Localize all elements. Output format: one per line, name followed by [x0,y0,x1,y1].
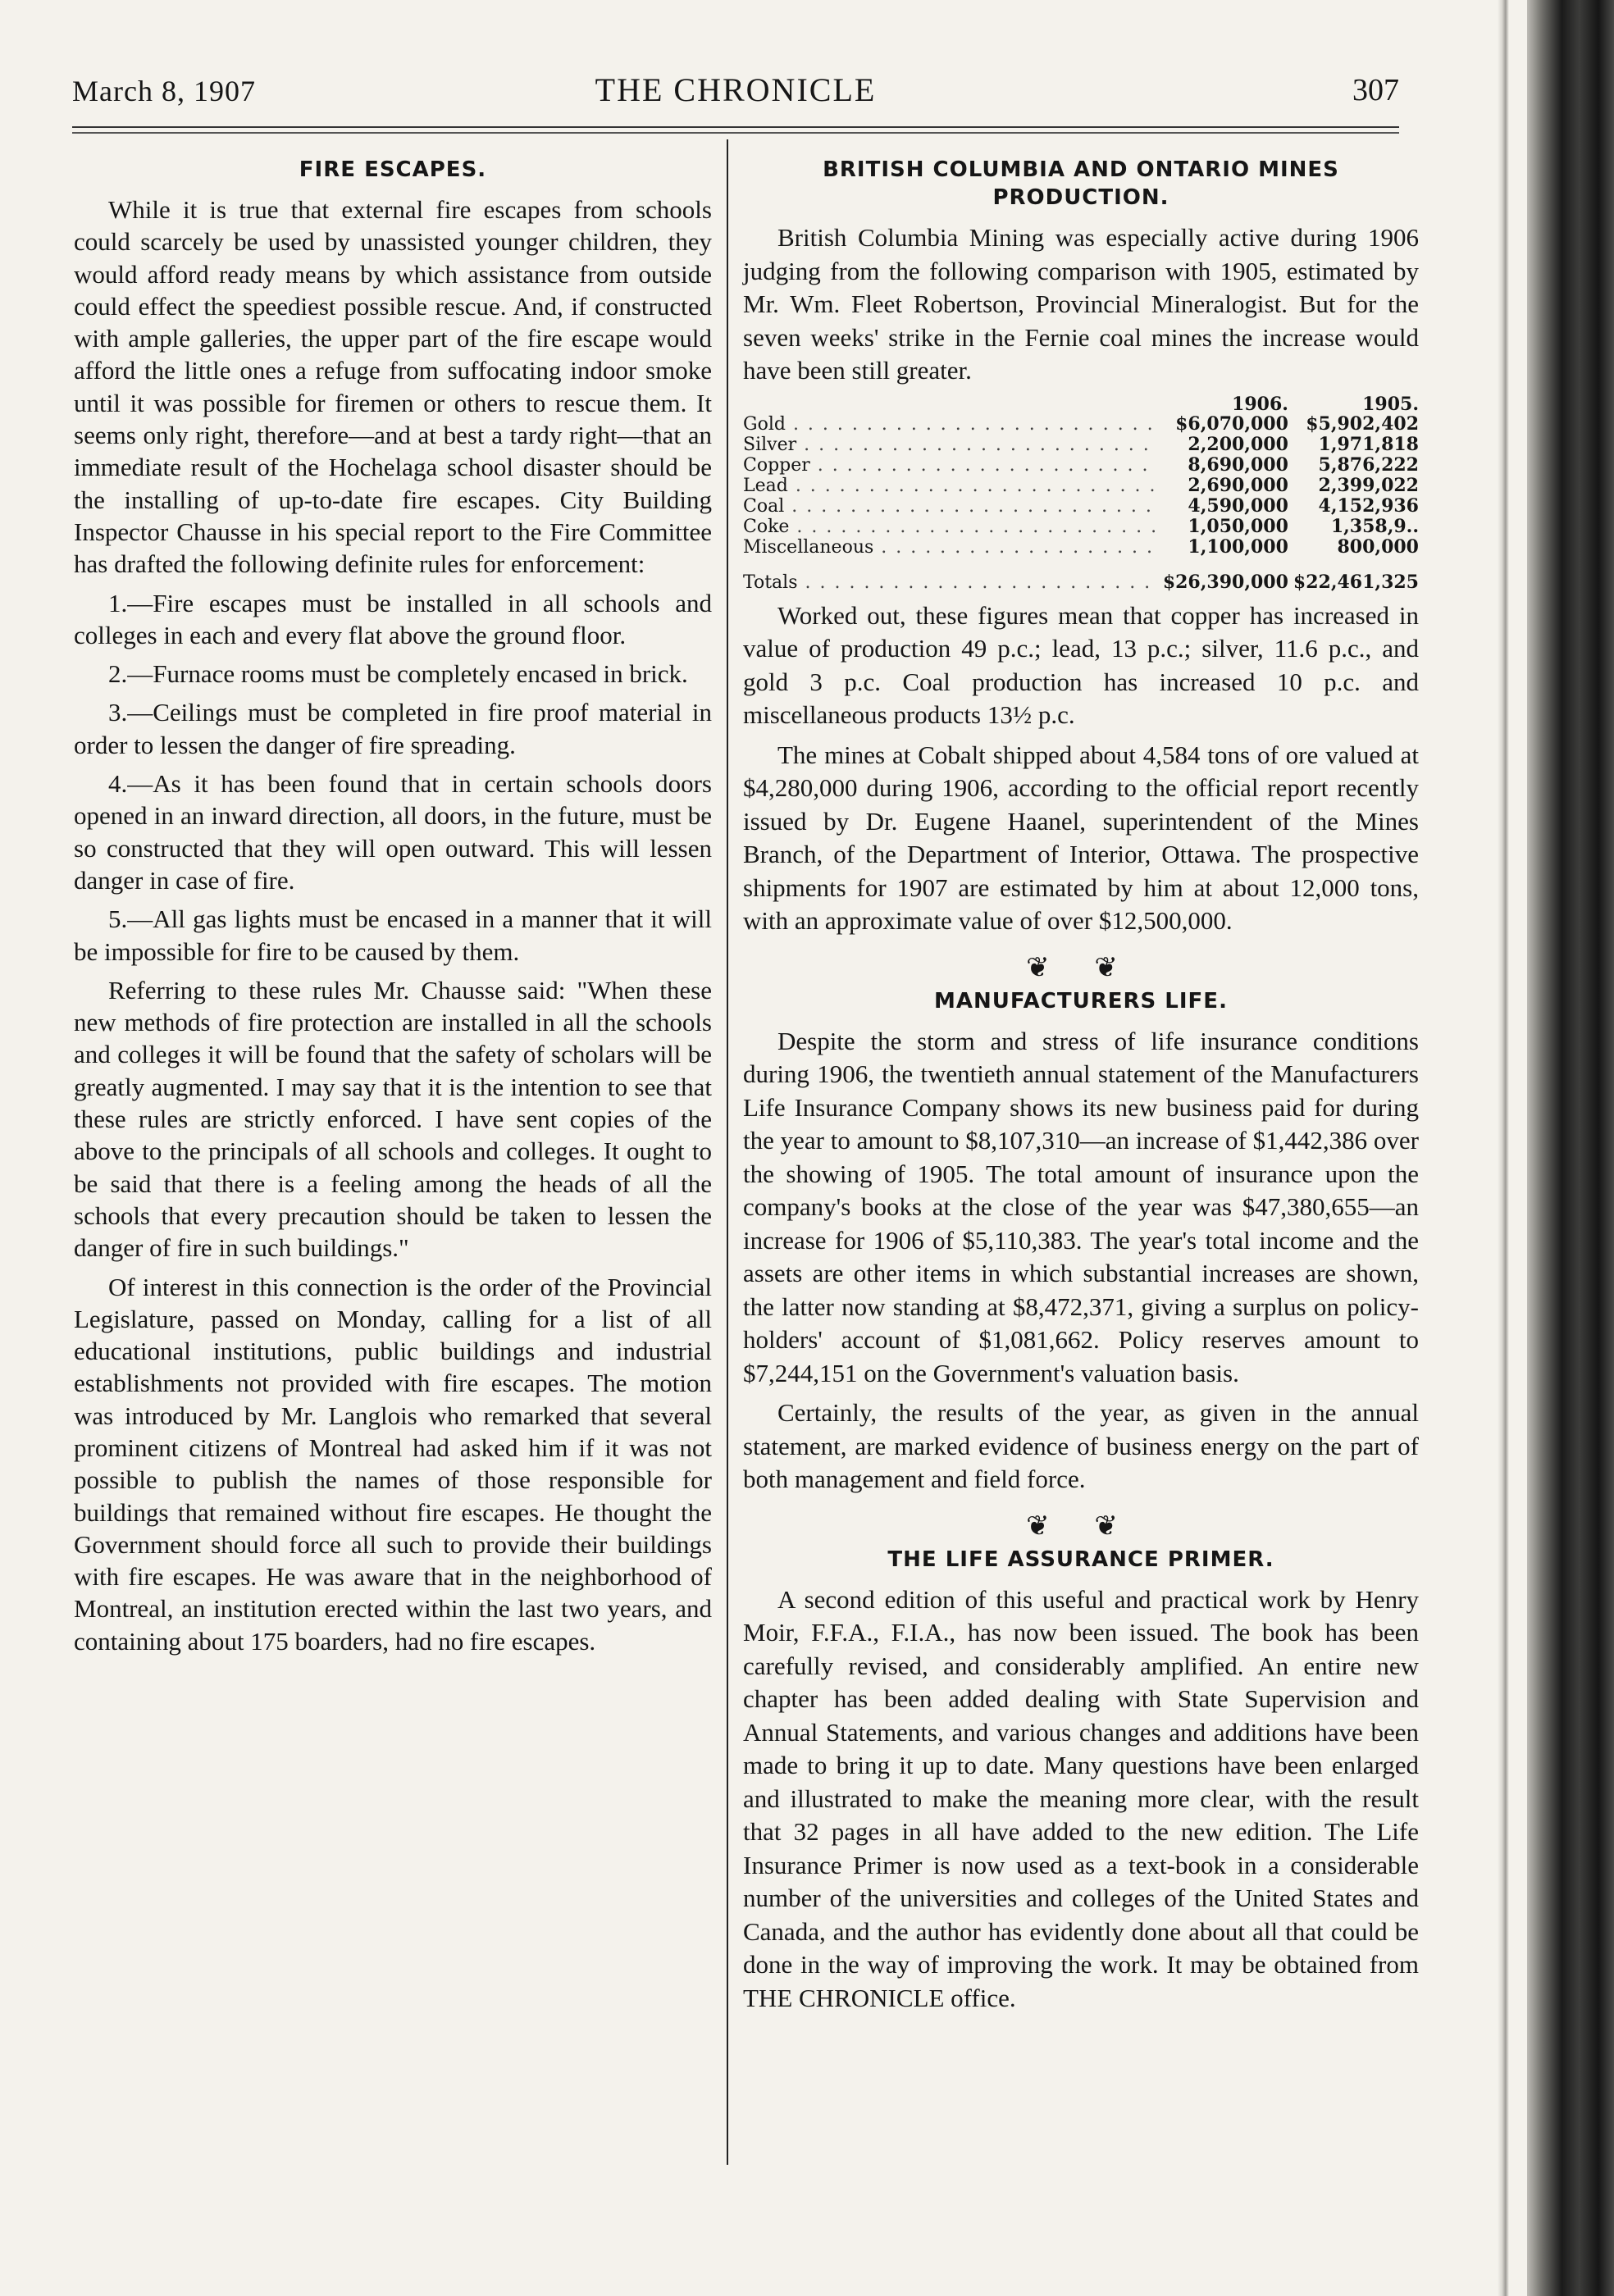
table-cell-1906: 4,590,000 [1188,494,1288,517]
article-heading-manufacturers-life: MANUFACTURERS LIFE. [934,988,1228,1014]
table-cell-1905: 5,876,222 [1318,453,1419,476]
article-paragraph: Referring to these rules Mr. Chausse said: "When these new methods of fire protection are installed in all the schools and colleges it will be found that the safety of scholars will be greatly augmented. I may say that it is the intention to see that these rules are strictly enforced. I have sent copies of the above to the principals of all schools and colleges. It ought to be said that there is a feeling among the heads of all the schools that every precaution should be taken to lessen the danger of fire in such buildings." [74,975,712,1263]
table-header-label [743,394,1158,414]
table-row-label: Silver . . . [743,435,1158,455]
right-column [743,156,1419,2021]
table-total-1905: $22,461,325 [1293,571,1419,593]
article-paragraph: A second edition of this useful and practical work by Henry Moir, F.F.A., F.I.A., has now been issued. The book has been carefully revised, and considerably amplified. An entire new chapter has been added dealing with State Supervision and Annual Statements, and various changes and additions have been made to bring it up to date. Many questions have been enlarged and illustrated to make the meaning more clear, with the result that 32 pages in all have added to the new edition. The Life Insurance Primer is now used as a text-book in a considerable number of the universities and colleges of the United States and Canada, and the author has evidently done about all that could be done in the way of improving the work. It may be obtained from THE CHRONICLE office. [743,1584,1419,2012]
article-paragraph: Of interest in this connection is the order of the Provincial Legislature, passed on Monday, calling for a list of all educational institutions, public buildings and industrial establishments not provided with fire escapes. The motion was introduced by Mr. Langlois who remarked that several prominent citizens of Montreal had asked him if it was not possible to publish the names of those responsible for buildings that remained without fire escapes. He thought the Government should force all such to provide their buildings with fire escapes. He was aware that in the neighborhood of Montreal, an institution erected within the last two years, and containing about 175 boarders, had no fire escapes. [74,1272,712,1656]
scan-binding-edge [1527,0,1614,2296]
table-header-1906: 1906. [1232,393,1288,415]
scan-shadow [1498,0,1509,2296]
page-number: 307 [1352,73,1399,107]
table-row-label: Miscellaneous . . . [743,537,1158,558]
article-paragraph: While it is true that external fire escapes from schools could scarcely be used by unassisted younger children, they would afford ready means by which assistance from outside could effect the speediest possible rescue. And, if constructed with ample galleries, the upper part of the fire escape would afford the little ones a refuge from suffocating indoor smoke until it was possible for firemen or others to rescue them. It seems only right, therefore—and at best a tardy right—that an immediate result of the Hochelaga school disaster should be the installing of up-to-date fire escapes. City Building Inspector Chausse in his special report to the Fire Committee has drafted the following definite rules for enforcement: [74,195,712,579]
table-cell-1905: 4,152,936 [1318,494,1419,517]
article-paragraph: 1.—Fire escapes must be installed in all schools and colleges in each and every flat above the ground floor. [74,588,712,649]
table-cell-1905: 800,000 [1337,535,1419,558]
table-cell-1906: 8,690,000 [1188,453,1288,476]
table-cell-1905: $5,902,402 [1306,412,1419,435]
article-paragraph: 2.—Furnace rooms must be completely encased in brick. [108,659,688,689]
article-heading-life-assurance-primer: THE LIFE ASSURANCE PRIMER. [887,1547,1274,1572]
left-column [74,156,712,1664]
table-row [743,537,1419,558]
table-row-label: Lead . . . [743,476,1158,496]
table-cell-1906: 2,690,000 [1188,474,1288,496]
table-row-label: Coke . . . [743,517,1158,537]
table-row [743,476,1419,496]
table-row [743,517,1419,537]
table-cell-1906: 2,200,000 [1188,433,1288,455]
table-cell-1905: 1,971,818 [1318,433,1419,455]
column-divider [727,139,728,2165]
table-cell-1905: 2,399,022 [1318,474,1419,496]
table-total-row [743,558,1419,593]
table-cell-1906: 1,100,000 [1188,535,1288,558]
table-row-label: Copper . . . [743,455,1158,476]
table-row [743,496,1419,517]
table-row [743,455,1419,476]
table-row-label: Coal . . . [743,496,1158,517]
table-cell-1906: $6,070,000 [1175,412,1288,435]
table-row [743,414,1419,435]
article-paragraph: The mines at Cobalt shipped about 4,584 tons of ore valued at $4,280,000 during 1906, according to the official report recently issued by Dr. Eugene Haanel, superintendent of the Mines Branch, of the Department of Interior, Ottawa. The prospective shipments for 1907 are estimated by him at about 12,000 tons, with an approximate value of over $12,500,000. [743,740,1419,935]
table-cell-1906: 1,050,000 [1188,515,1288,537]
article-paragraph: 5.—All gas lights must be encased in a manner that it will be impossible for fire to be caused by them. [74,904,712,966]
table-cell-1905: 1,358,9.. [1330,515,1419,537]
article-paragraph: 3.—Ceilings must be completed in fire proof material in order to lessen the danger of fire spreading. [74,698,712,759]
article-paragraph: British Columbia Mining was especially active during 1906 judging from the following comparison with 1905, estimated by Mr. Wm. Fleet Robertson, Provincial Mineralogist. But for the seven weeks' strike in the Fernie coal mines the increase would have been still greater. [743,223,1419,385]
article-heading-mines: BRITISH COLUMBIA AND ONTARIO MINES PRODUCTION. [823,157,1339,210]
table-header-1905: 1905. [1362,393,1419,415]
header-rule [72,126,1399,134]
table-total-label: Totals . . . [743,558,1158,593]
mines-production-table [743,394,1419,593]
table-row-label: Gold . . . [743,414,1158,435]
issue-date: March 8, 1907 [72,75,256,107]
article-paragraph: Despite the storm and stress of life insurance conditions during 1906, the twentieth annual statement of the Manufacturers Life Insurance Company shows its new business paid for during the year to amount to $8,107,310—an increase of $1,442,386 over the showing of 1905. The total amount of insurance upon the company's books at the close of the year was $47,380,655—an increase for 1906 of $5,110,383. The year's total income and the assets are other items in which substantial increases are shown, the latter now standing at $8,472,371, giving a surplus on policy-holders' account of $1,081,662. Policy reserves amount to $7,244,151 on the Government's valuation basis. [743,1026,1419,1387]
table-total-1906: $26,390,000 [1162,571,1288,593]
fleuron-ornament: ❦ ❦ [1026,1509,1136,1542]
fleuron-ornament: ❦ ❦ [1026,950,1136,984]
article-heading-fire-escapes: FIRE ESCAPES. [299,157,487,182]
article-paragraph: 4.—As it has been found that in certain schools doors opened in an inward direction, all doors, in the future, must be so constructed that they will open outward. This will lessen danger in case of fire. [74,769,712,895]
publication-title: THE CHRONICLE [595,71,877,108]
article-paragraph: Certainly, the results of the year, as given in the annual statement, are marked evidence of business energy on the part of both management and field force. [743,1398,1419,1493]
page-header [72,67,1399,116]
table-row [743,435,1419,455]
table-header-row [743,394,1419,414]
article-paragraph: Worked out, these figures mean that copper has increased in value of production 49 p.c.; lead, 13 p.c.; silver, 11.6 p.c., and gold 3 p.c. Coal production has increased 10 p.c. and miscellaneous products 13½ p.c. [743,600,1419,729]
